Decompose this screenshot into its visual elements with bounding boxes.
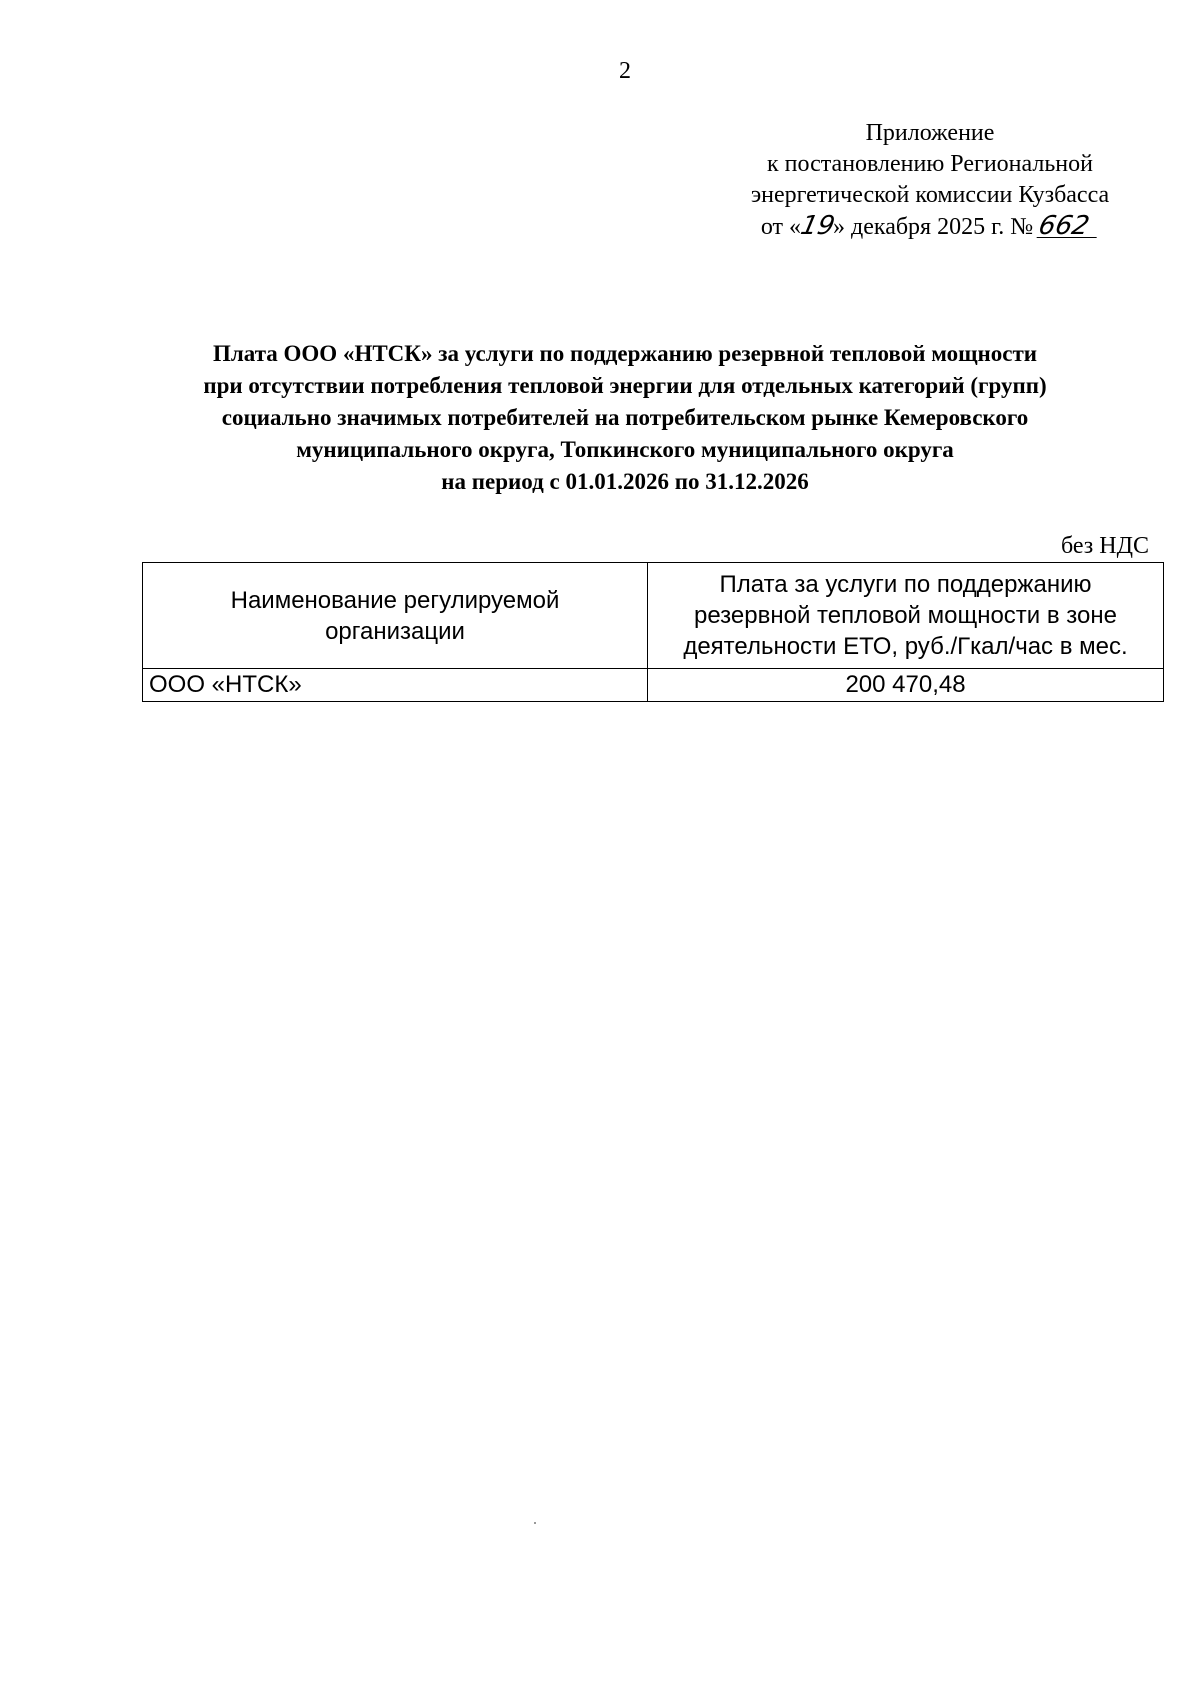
scan-dot [534,1522,536,1524]
table-row [143,669,1164,702]
handwritten-day: 19 [797,211,838,241]
title-line-1: Плата ООО «НТСК» за услуги по поддержанию резервной тепловой мощности [213,341,1037,366]
appendix-commission: энергетической комиссии Кузбасса [750,182,1110,208]
title-line-2: при отсутствии потребления тепловой энергии для отдельных категорий (групп) [203,373,1047,398]
fee-table [142,562,1164,702]
header-fee-line: резервной тепловой мощности в зоне [694,602,1117,629]
handwritten-doc-number: 662 [1037,215,1102,238]
appendix-date-line [700,211,1160,243]
appendix-heading: Приложение [865,120,995,146]
header-fee [648,563,1164,669]
table-header-row [143,563,1164,669]
appendix-block [700,118,1160,243]
title-line-4: муниципального округа, Топкинского муниципального округа [296,437,954,462]
document-title [100,338,1150,498]
page-number: 2 [619,58,631,84]
header-fee-line: Плата за услуги по поддержанию [719,571,1092,598]
appendix-resolution-ref: к постановлению Региональной [767,151,1093,177]
header-org-line: Наименование регулируемой [230,586,560,614]
header-fee-line: деятельности ЕТО, руб./Гкал/час в мес. [683,633,1128,660]
cell-organization: ООО «НТСК» [143,669,648,702]
header-org-line: организации [325,617,465,645]
cell-fee: 200 470,48 [648,669,1164,702]
header-organization [143,563,648,669]
vat-note: без НДС [1060,533,1149,559]
date-prefix: от « [760,214,802,240]
title-line-3: социально значимых потребителей на потребительском рынке Кемеровского [221,405,1029,430]
date-suffix: » декабря 2025 г. № [833,214,1034,240]
title-line-5: на период с 01.01.2026 по 31.12.2026 [441,469,809,494]
